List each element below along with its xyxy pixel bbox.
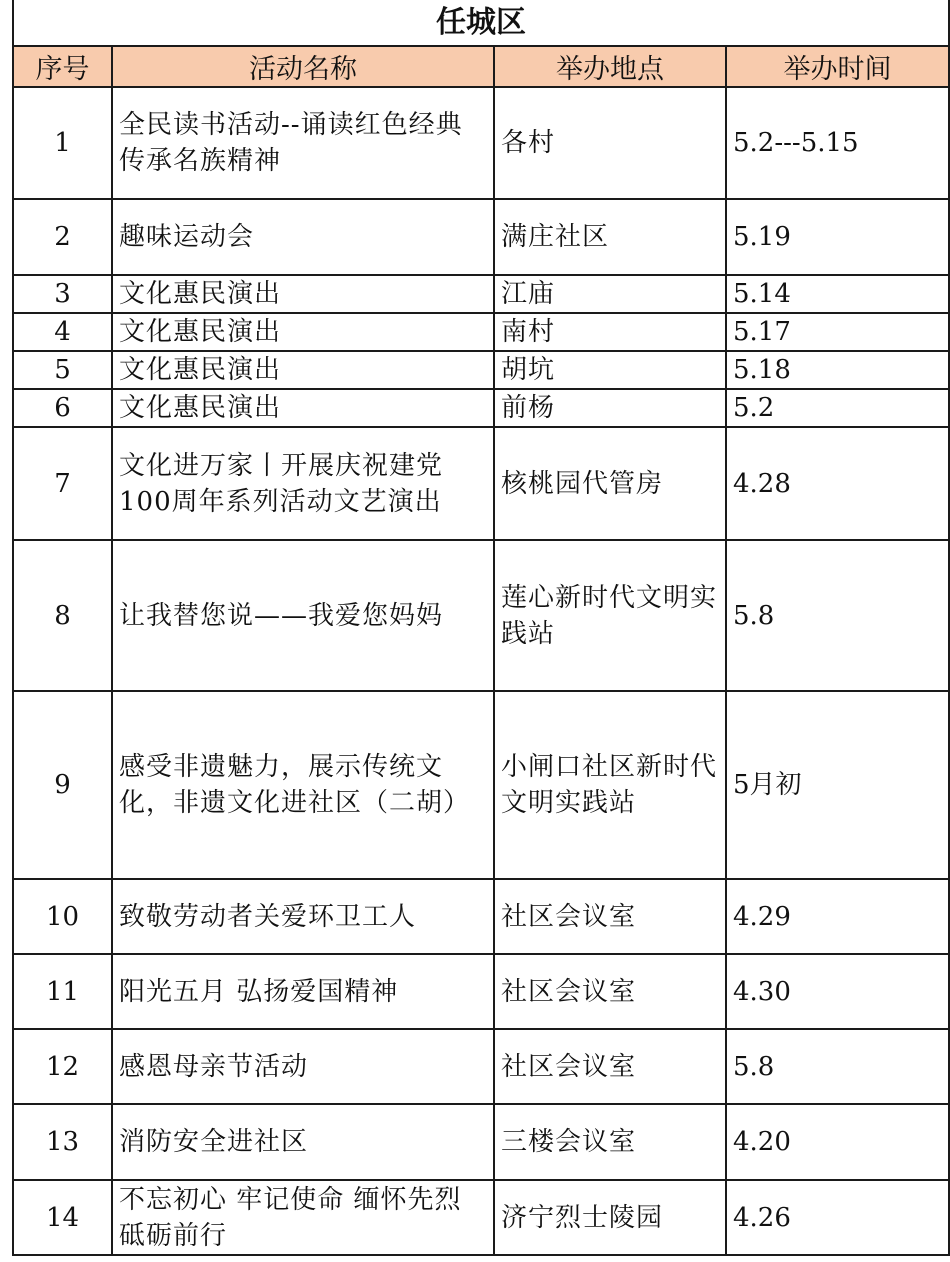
row-index: 6 (13, 389, 112, 427)
row-time: 5月初 (726, 691, 949, 879)
row-index: 3 (13, 275, 112, 313)
row-time: 4.26 (726, 1180, 949, 1255)
row-place: 满庄社区 (494, 199, 726, 275)
row-index: 2 (13, 199, 112, 275)
table-row (13, 275, 949, 313)
row-activity-name: 感恩母亲节活动 (112, 1029, 494, 1104)
row-index: 13 (13, 1104, 112, 1180)
row-place: 社区会议室 (494, 954, 726, 1029)
row-activity-name: 致敬劳动者关爱环卫工人 (112, 879, 494, 954)
activity-sheet (12, 0, 948, 1256)
row-time: 5.8 (726, 1029, 949, 1104)
header-index: 序号 (13, 46, 112, 87)
header-place: 举办地点 (494, 46, 726, 87)
table-row (13, 1104, 949, 1180)
row-activity-name: 文化进万家丨开展庆祝建党100周年系列活动文艺演出 (112, 427, 494, 540)
header-name: 活动名称 (112, 46, 494, 87)
row-place: 小闸口社区新时代文明实践站 (494, 691, 726, 879)
activity-table (12, 0, 950, 1256)
row-time: 4.28 (726, 427, 949, 540)
row-activity-name: 文化惠民演出 (112, 351, 494, 389)
row-time: 5.2 (726, 389, 949, 427)
row-place: 济宁烈士陵园 (494, 1180, 726, 1255)
row-index: 1 (13, 87, 112, 199)
row-activity-name: 文化惠民演出 (112, 275, 494, 313)
table-row (13, 199, 949, 275)
header-time: 举办时间 (726, 46, 949, 87)
table-row (13, 691, 949, 879)
row-time: 5.8 (726, 540, 949, 691)
row-activity-name: 文化惠民演出 (112, 389, 494, 427)
row-index: 10 (13, 879, 112, 954)
table-row (13, 427, 949, 540)
title-row (13, 0, 949, 46)
row-place: 江庙 (494, 275, 726, 313)
table-row (13, 1029, 949, 1104)
row-activity-name: 感受非遗魅力，展示传统文化，非遗文化进社区（二胡） (112, 691, 494, 879)
row-index: 12 (13, 1029, 112, 1104)
table-title: 任城区 (13, 0, 949, 46)
row-activity-name: 消防安全进社区 (112, 1104, 494, 1180)
row-place: 各村 (494, 87, 726, 199)
row-time: 5.19 (726, 199, 949, 275)
table-row (13, 313, 949, 351)
row-time: 4.30 (726, 954, 949, 1029)
row-activity-name: 不忘初心 牢记使命 缅怀先烈 砥砺前行 (112, 1180, 494, 1255)
table-row (13, 954, 949, 1029)
row-index: 5 (13, 351, 112, 389)
row-place: 南村 (494, 313, 726, 351)
row-place: 莲心新时代文明实践站 (494, 540, 726, 691)
row-place: 胡坑 (494, 351, 726, 389)
row-index: 7 (13, 427, 112, 540)
row-activity-name: 文化惠民演出 (112, 313, 494, 351)
row-time: 5.2---5.15 (726, 87, 949, 199)
row-activity-name: 让我替您说——我爱您妈妈 (112, 540, 494, 691)
row-index: 8 (13, 540, 112, 691)
row-place: 前杨 (494, 389, 726, 427)
row-index: 11 (13, 954, 112, 1029)
row-place: 社区会议室 (494, 879, 726, 954)
row-activity-name: 全民读书活动--诵读红色经典 传承名族精神 (112, 87, 494, 199)
table-row (13, 879, 949, 954)
row-time: 4.20 (726, 1104, 949, 1180)
row-time: 5.17 (726, 313, 949, 351)
row-place: 社区会议室 (494, 1029, 726, 1104)
row-time: 5.14 (726, 275, 949, 313)
table-row (13, 540, 949, 691)
table-row (13, 351, 949, 389)
row-index: 14 (13, 1180, 112, 1255)
table-row (13, 87, 949, 199)
row-index: 4 (13, 313, 112, 351)
table-row (13, 389, 949, 427)
row-activity-name: 阳光五月 弘扬爱国精神 (112, 954, 494, 1029)
row-activity-name: 趣味运动会 (112, 199, 494, 275)
row-index: 9 (13, 691, 112, 879)
row-time: 5.18 (726, 351, 949, 389)
row-time: 4.29 (726, 879, 949, 954)
row-place: 核桃园代管房 (494, 427, 726, 540)
row-place: 三楼会议室 (494, 1104, 726, 1180)
header-row (13, 46, 949, 87)
table-row (13, 1180, 949, 1255)
